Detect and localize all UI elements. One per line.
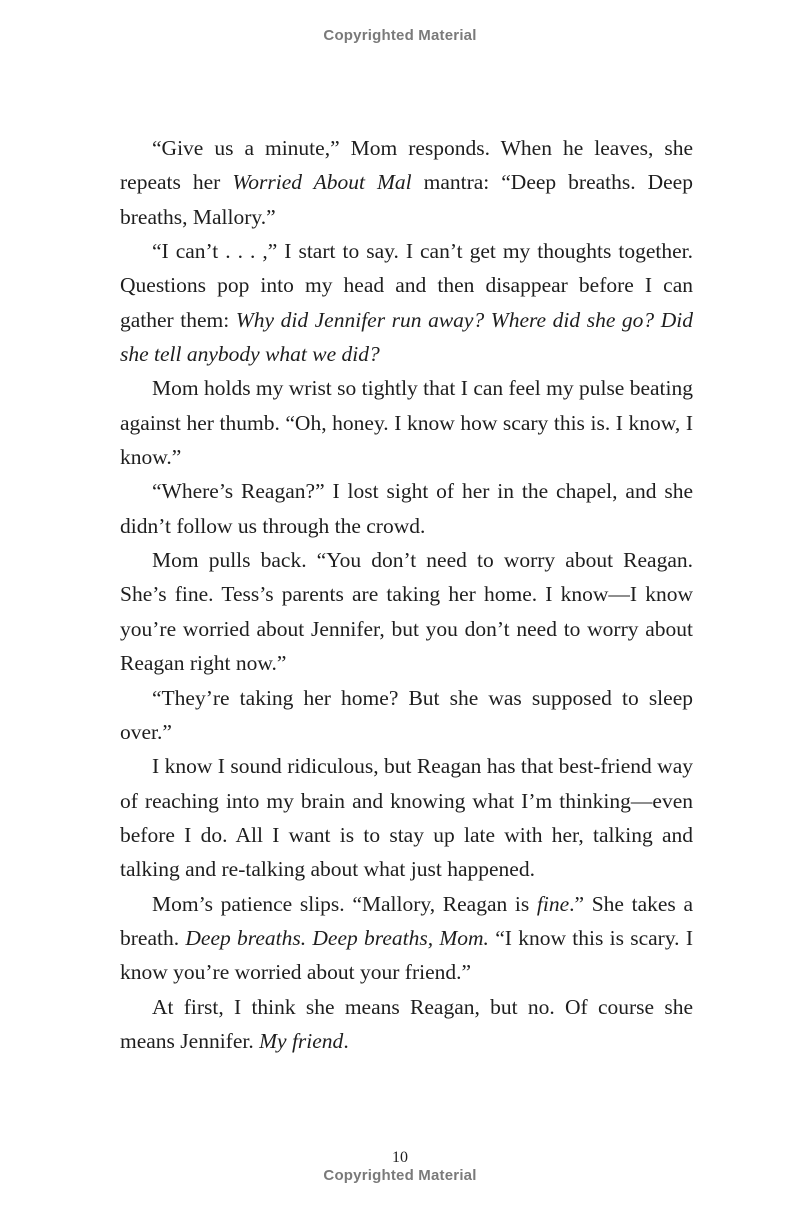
- paragraph: [120, 749, 693, 886]
- italic-text-run: fine: [536, 891, 570, 916]
- copyright-watermark-top: Copyrighted Material: [323, 27, 477, 44]
- text-run: At first, I think she means Reagan, but no. Of course she means Jennifer.: [120, 994, 693, 1053]
- text-run: “I can’t . . . ,” I start to say. I can’t get my thoughts together. Questions pop into my head and then disappear before I can gather them:: [120, 239, 693, 332]
- italic-text-run: Deep breaths. Deep breaths, Mom.: [185, 925, 489, 950]
- text-run: Mom pulls back. “You don’t need to worry about Reagan. She’s fine. Tess’s parents are taking her home. I know—I know you’re worried about Jennifer, but you don’t need to worry about Reagan right now.”: [120, 548, 693, 676]
- text-run: I know I sound ridiculous, but Reagan has that best-friend way of reaching into my brain and knowing what I’m thinking—even before I do. All I want is to stay up late with her, talking and talking and re-talking about what just happened.: [120, 754, 693, 882]
- text-run: .” She takes a breath.: [120, 891, 693, 950]
- paragraph: [120, 887, 693, 990]
- page-body-text: [120, 131, 693, 1058]
- copyright-watermark-bottom: Copyrighted Material: [323, 1167, 477, 1184]
- paragraph: [120, 371, 693, 474]
- text-run: “Give us a minute,” Mom responds. When he leaves, she repeats her: [120, 136, 693, 195]
- text-run: mantra: “Deep breaths. Deep breaths, Mallory.”: [120, 170, 693, 229]
- text-run: .: [343, 1028, 349, 1053]
- paragraph: [120, 990, 693, 1059]
- text-run: “They’re taking her home? But she was supposed to sleep over.”: [120, 685, 693, 744]
- text-run: Mom holds my wrist so tightly that I can feel my pulse beating against her thumb. “Oh, honey. I know how scary this is. I know, I know.”: [120, 376, 694, 470]
- paragraph: [120, 543, 693, 680]
- paragraph: [120, 474, 693, 543]
- text-run: “I know this is scary. I know you’re worried about your friend.”: [120, 925, 693, 985]
- italic-text-run: Worried About Mal: [232, 170, 412, 195]
- text-run: “Where’s Reagan?” I lost sight of her in the chapel, and she didn’t follow us through the crowd.: [120, 479, 693, 538]
- italic-text-run: Why did Jennifer run away? Where did she go? Did she tell anybody what we did?: [120, 307, 693, 367]
- text-run: Mom’s patience slips. “Mallory, Reagan is: [152, 891, 537, 916]
- paragraph: [120, 234, 693, 371]
- page-number: 10: [392, 1149, 408, 1166]
- paragraph: [120, 681, 693, 750]
- italic-text-run: My friend: [259, 1028, 344, 1053]
- paragraph: [120, 131, 693, 234]
